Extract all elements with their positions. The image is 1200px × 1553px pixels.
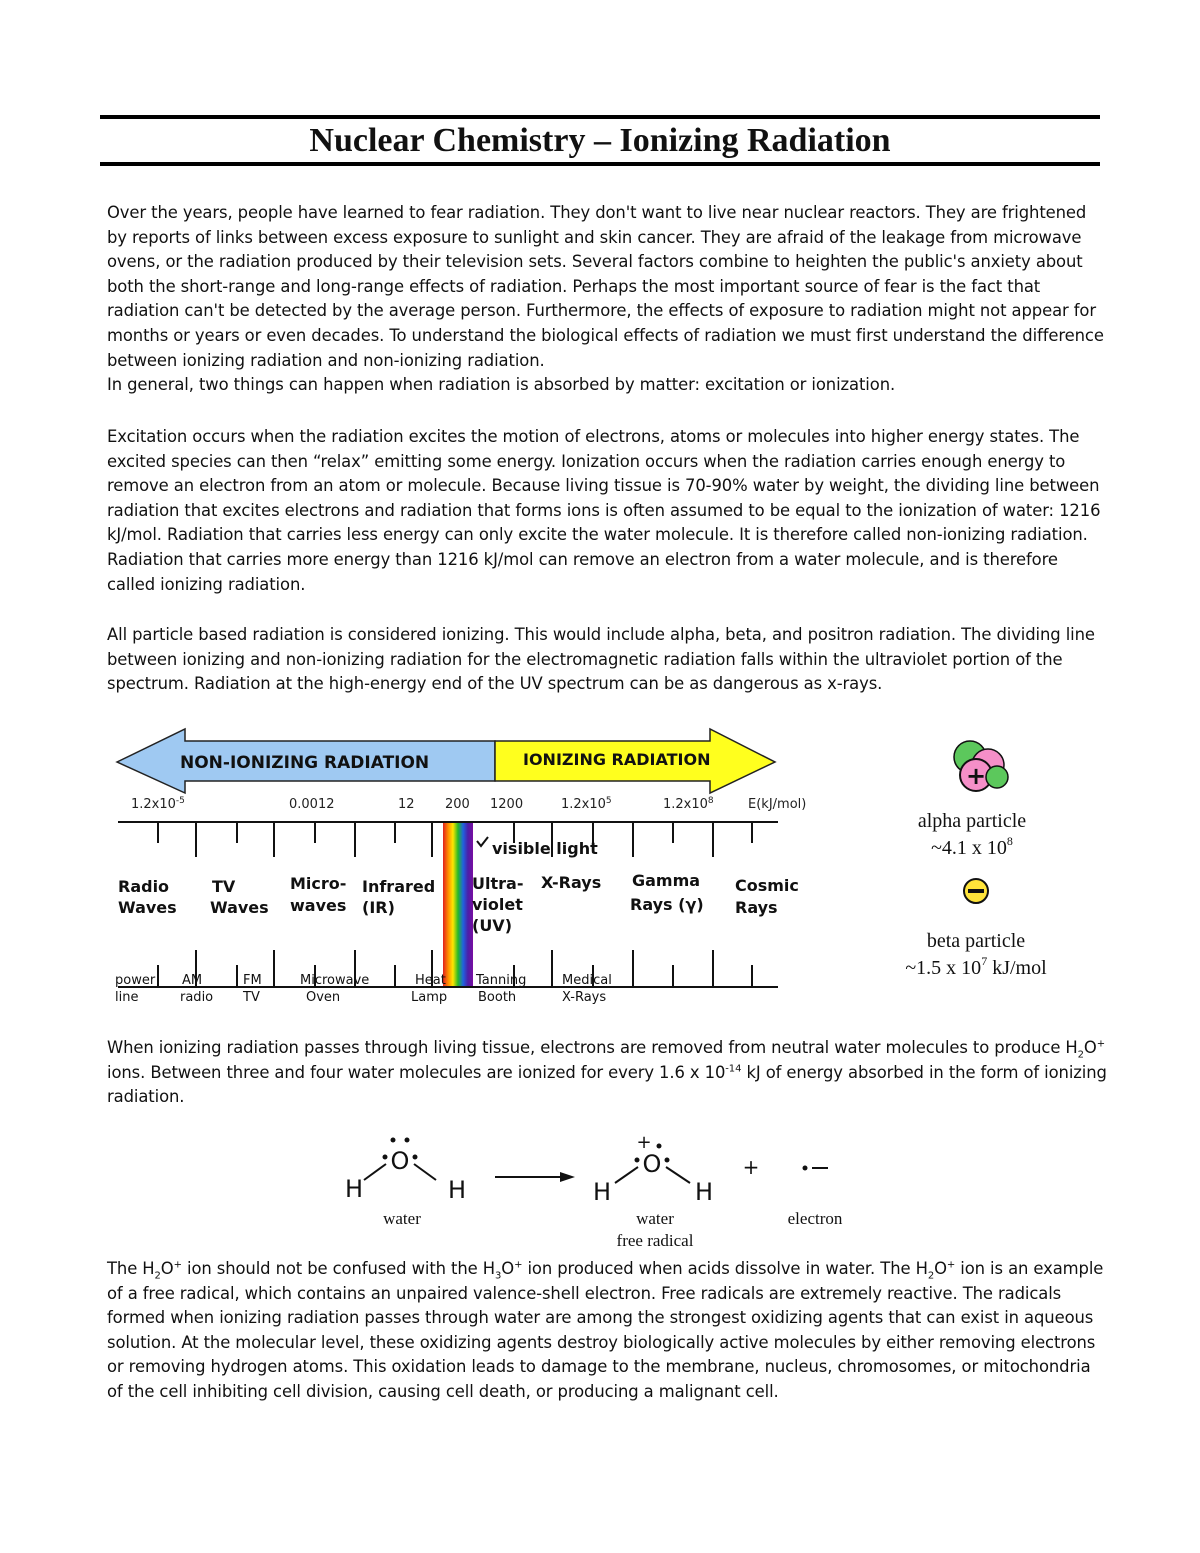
category-label: Cosmic	[735, 876, 799, 895]
beta-particle-icon	[964, 879, 988, 903]
hydrogen-atom: H	[592, 1178, 612, 1206]
non-ionizing-label: NON-IONIZING RADIATION	[180, 753, 430, 773]
hydrogen-atom: H	[447, 1176, 467, 1204]
intro-section	[107, 201, 1107, 398]
source-label: Medical	[562, 973, 612, 988]
category-label: (UV)	[472, 916, 512, 935]
page-title: Nuclear Chemistry – Ionizing Radiation	[309, 122, 891, 159]
svg-text:+: +	[965, 762, 987, 790]
source-label: FM	[243, 973, 262, 988]
text-run: kJ of energy absorbed in the form of ionizing radiation.	[107, 1062, 1107, 1107]
source-label: power	[115, 973, 156, 988]
text-run: ion should not be confused with the H	[181, 1259, 495, 1278]
text-run: ions. Between three and four water molecules are ionized for every 1.6 x 10	[107, 1062, 726, 1082]
source-label: Heat	[415, 973, 446, 988]
alpha-particle-icon	[954, 741, 1008, 791]
alpha-label: alpha particle	[917, 810, 1027, 832]
radical-paragraph	[107, 1257, 1107, 1405]
category-label: Waves	[210, 898, 269, 917]
text-run: The H	[107, 1259, 155, 1278]
beta-energy	[905, 954, 1047, 979]
water-molecule	[345, 1138, 466, 1205]
superscript: -14	[725, 1063, 742, 1075]
text-run: O	[1083, 1038, 1097, 1057]
radical-text	[107, 1257, 1107, 1405]
category-label: Rays (γ)	[630, 895, 704, 914]
particle-text: All particle based radiation is considered ionizing. This would include alpha, beta, and positron radiation. The dividing line between ionizing and non-ionizing radiation for the electromagnetic radiation falls within the ultraviolet portion of the spectrum. Radiation at the high-energy end of the UV spectrum can be as dangerous as x-rays.	[107, 625, 1095, 694]
alpha-energy-exp: 8	[1006, 834, 1013, 848]
category-label: Micro-	[290, 874, 347, 893]
energy-tick-label: 1200	[490, 797, 524, 812]
reaction-arrowhead	[560, 1172, 575, 1182]
text-run: O	[160, 1259, 174, 1278]
alpha-energy	[931, 834, 1013, 859]
source-label: TV	[243, 990, 260, 1005]
plus-sign: +	[742, 1155, 760, 1179]
energy-tick-label: 0.0012	[289, 797, 335, 812]
product-label: water	[636, 1209, 674, 1228]
subscript: 2	[927, 1270, 935, 1282]
category-label: Ultra-	[472, 874, 524, 893]
electron-label: electron	[787, 1209, 843, 1228]
text-run: ion produced when acids dissolve in water. The H	[522, 1259, 928, 1278]
category-label: TV	[212, 877, 236, 896]
source-label: Tanning	[476, 973, 527, 988]
category-label: X-Rays	[541, 873, 602, 892]
source-labels	[115, 973, 612, 1005]
text-run: When ionizing radiation passes through living tissue, electrons are removed from neutral water molecules to produce H	[107, 1038, 1078, 1057]
source-label: Lamp	[411, 990, 448, 1005]
oxygen-atom: O	[390, 1147, 410, 1175]
ionization-reaction-diagram	[330, 1128, 870, 1253]
charge-plus: +	[636, 1132, 652, 1153]
beta-label: beta particle	[926, 930, 1026, 952]
visible-light-pointer	[477, 837, 488, 846]
source-label: line	[115, 990, 139, 1005]
alpha-energy-base: ~4.1 x 10	[931, 837, 1007, 859]
hydrogen-atom: H	[344, 1175, 364, 1203]
source-label: Oven	[306, 990, 341, 1005]
energy-tick-label: $1.2x10^{-5}$	[131, 796, 185, 812]
subscript: 2	[1077, 1049, 1084, 1061]
category-label: Gamma	[632, 871, 701, 890]
superscript: +	[946, 1259, 956, 1271]
superscript: +	[173, 1259, 182, 1271]
superscript: +	[514, 1259, 523, 1271]
category-label: Radio	[118, 877, 170, 896]
category-label: Rays	[735, 898, 778, 917]
ionizing-paragraph	[107, 1036, 1107, 1110]
subscript: 2	[154, 1270, 161, 1282]
source-label: Microwave	[300, 973, 370, 988]
source-label: AM	[182, 973, 203, 988]
intro-paragraph: Over the years, people have learned to fear radiation. They don't want to live near nuclear reactors. They are frightened by reports of links between excess exposure to sunlight and skin cancer. They are afraid of the leakage from microwave ovens, or the radiation produced by their television sets. Several factors combine to heighten the public's anxiety about both the short-range and long-range effects of radiation. Perhaps the most important source of fear is the fact that radiation can't be detected by the average person. Furthermore, the effects of exposure to radiation might not appear for months or years or even decades. To understand the biological effects of radiation we must first understand the difference between ionizing radiation and non-ionizing radiation.	[107, 203, 1104, 370]
text-run: ion is an example of a free radical, which contains an unpaired valence-shell electron. Free radicals are extremely reactive. The radicals formed when ionizing radiation passes through water are among the strongest oxidizing agents that can exist in aqueous solution. At the molecular level, these oxidizing agents destroy biologically active molecules by either removing electrons or removing hydrogen atoms. This oxidation leads to damage to the membrane, nucleus, chromosomes, or mitochondria of the cell inhibiting cell division, causing cell death, or producing a malignant cell.	[107, 1259, 1104, 1401]
energy-tick-label: $1.2x10^5$	[561, 796, 612, 812]
excitation-text: Excitation occurs when the radiation excites the motion of electrons, atoms or molecules into higher energy states. The excited species can then “relax” emitting some energy. Ionization occurs when the radiation carries enough energy to remove an electron from an atom or molecule. Because living tissue is 70-90% water by weight, the dividing line between radiation that excites electrons and radiation that forms ions is often assumed to be equal to the ionization of water: 1216 kJ/mol. Radiation that carries less energy can only excite the water molecule. It is therefore called non-ionizing radiation. Radiation that carries more energy than 1216 kJ/mol can remove an electron from a water molecule, and is therefore called ionizing radiation.	[107, 427, 1101, 594]
ionizing-text	[107, 1036, 1107, 1110]
category-label: violet	[472, 895, 523, 914]
text-run: O	[934, 1259, 947, 1278]
ionizing-label: IONIZING RADIATION	[523, 750, 711, 769]
water-radical-cation	[593, 1132, 713, 1206]
electron-symbol	[803, 1166, 829, 1171]
oxygen-atom: O	[642, 1150, 662, 1178]
superscript: +	[1096, 1038, 1105, 1050]
category-label: waves	[290, 896, 347, 915]
energy-scale	[131, 796, 806, 812]
product-label-2: free radical	[616, 1231, 694, 1250]
category-label: Infrared	[362, 877, 436, 896]
energy-unit-label: E(kJ/mol)	[748, 797, 807, 812]
visible-light-label: visible light	[492, 839, 598, 858]
em-spectrum-diagram	[100, 725, 840, 1015]
water-label: water	[383, 1209, 421, 1228]
energy-tick-label: 200	[445, 797, 470, 812]
particle-paragraph	[107, 623, 1107, 697]
subscript: 3	[495, 1270, 502, 1282]
visible-light-band	[443, 822, 473, 987]
category-label: Waves	[118, 898, 177, 917]
text-run: O	[501, 1259, 515, 1278]
energy-tick-label: 12	[398, 797, 415, 812]
title-rule-bottom	[100, 162, 1100, 166]
source-label: radio	[180, 990, 214, 1005]
beta-energy-base: ~1.5 x 10	[905, 957, 982, 979]
source-label: Booth	[478, 990, 517, 1005]
title-rule-top	[100, 115, 1100, 119]
excitation-paragraph	[107, 425, 1107, 597]
category-label: (IR)	[362, 898, 395, 917]
beta-energy-exp: 7	[981, 954, 988, 968]
hydrogen-atom: H	[694, 1178, 714, 1206]
source-label: X-Rays	[562, 990, 607, 1005]
particle-panel	[880, 735, 1110, 985]
energy-tick-label: $1.2x10^8$	[663, 796, 714, 812]
intro-paragraph-2: In general, two things can happen when radiation is absorbed by matter: excitation or ionization.	[107, 375, 896, 395]
beta-energy-unit: kJ/mol	[987, 957, 1047, 979]
